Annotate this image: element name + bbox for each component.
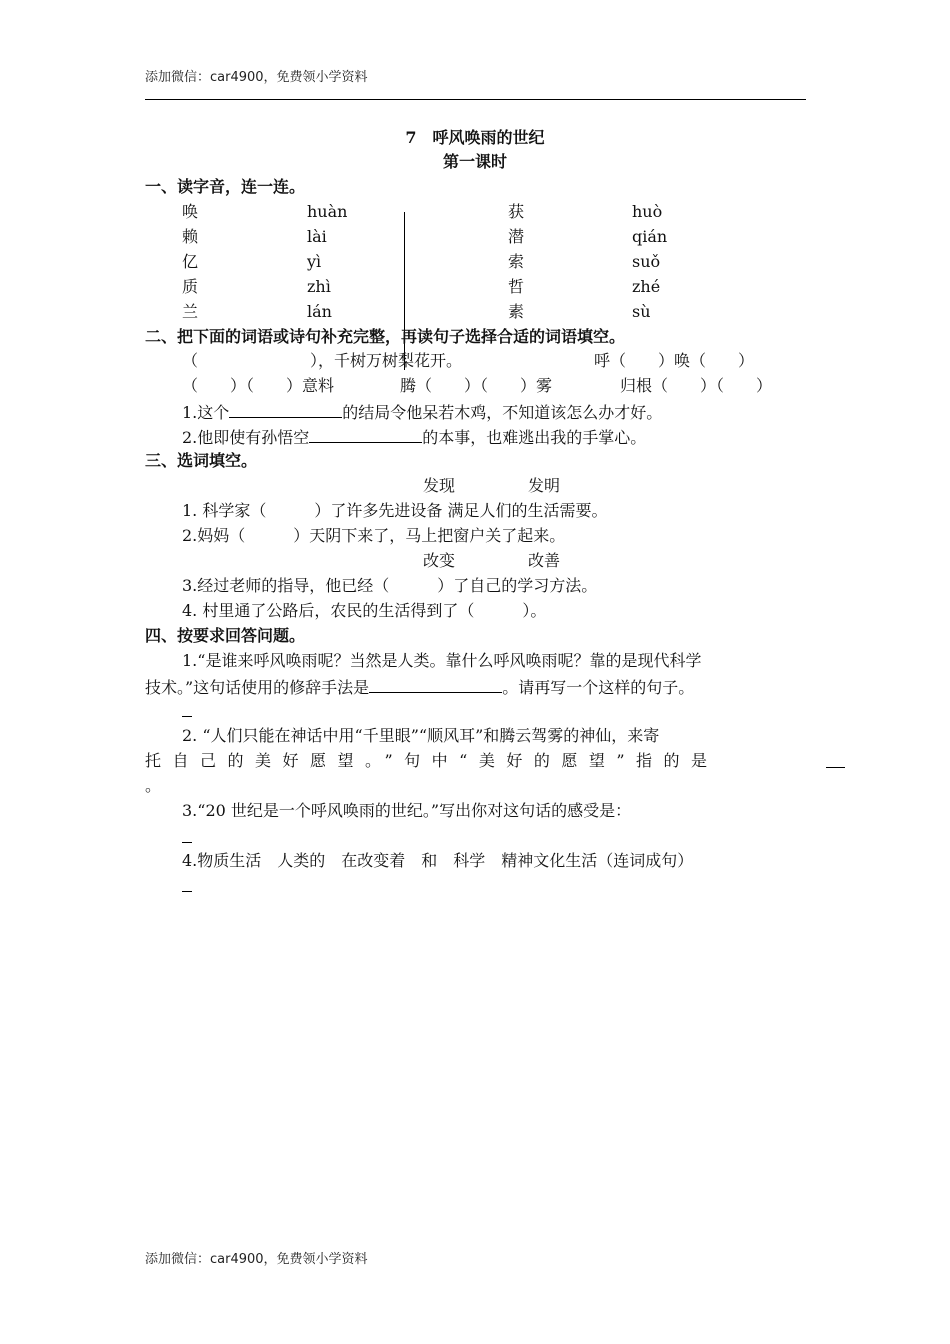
char-item: 唤 [182, 202, 199, 221]
char-item: 兰 [182, 302, 199, 321]
section3-question-1: 1. 科学家（ ）了许多先进设备 满足人们的生活需要。 [182, 501, 608, 520]
pinyin-item: lán [307, 302, 332, 321]
answer-blank[interactable] [182, 842, 192, 843]
section4-question-2-line2: 托自己的美好愿望。”句中“美好的愿望”指的是 [145, 751, 719, 770]
word-choice: 改善 [528, 551, 561, 570]
idiom-fill-yiliao: （ ）（ ）意料 [182, 376, 335, 395]
word-choice: 发现 [423, 476, 456, 495]
word-choice: 改变 [423, 551, 456, 570]
q-text: 。请再写一个这样的句子。 [502, 678, 695, 697]
q-text: 的结局令他呆若木鸡，不知道该怎么办才好。 [342, 403, 663, 422]
header-divider [145, 99, 806, 100]
char-item: 索 [508, 252, 525, 271]
section3-question-4: 4. 村里通了公路后，农民的生活得到了（ ）。 [182, 601, 547, 620]
page-title: 7 呼风唤雨的世纪 [405, 128, 545, 147]
pinyin-item: suǒ [632, 252, 661, 271]
char-item: 质 [182, 277, 199, 296]
section3-question-2: 2.妈妈（ ）天阴下来了，马上把窗户关了起来。 [182, 526, 566, 545]
section2-heading: 二、把下面的词语或诗句补充完整，再读句子选择合适的词语填空。 [145, 327, 626, 346]
section4-question-2-line3: 。 [145, 776, 162, 795]
answer-blank[interactable] [182, 716, 192, 717]
pinyin-item: yì [307, 252, 322, 271]
section4-question-2-line1: 2. “人们只能在神话中用“千里眼”“顺风耳”和腾云驾雾的神仙，来寄 [182, 726, 660, 745]
pinyin-item: zhé [632, 277, 661, 296]
q-text: 2.他即使有孙悟空 [182, 428, 310, 447]
char-item: 获 [508, 202, 525, 221]
section4-question-3: 3.“20 世纪是一个呼风唤雨的世纪。”写出你对这句话的感受是： [182, 801, 632, 820]
pinyin-item: huò [632, 202, 663, 221]
char-item: 哲 [508, 277, 525, 296]
answer-blank[interactable] [826, 767, 845, 768]
pinyin-item: huàn [307, 202, 348, 221]
char-item: 潜 [508, 227, 525, 246]
section2-question-1 [182, 401, 662, 423]
section3-heading: 三、选词填空。 [145, 451, 258, 470]
section4-question-4: 4.物质生活 人类的 在改变着 和 科学 精神文化生活（连词成句） [182, 851, 694, 870]
char-item: 赖 [182, 227, 199, 246]
word-choice: 发明 [528, 476, 561, 495]
section4-question-1-line2 [145, 676, 694, 698]
page-subtitle: 第一课时 [442, 152, 507, 171]
q-text: 1.这个 [182, 403, 230, 422]
footer-wechat-text: 添加微信：car4900，免费领小学资料 [145, 1252, 368, 1267]
section3-question-3: 3.经过老师的指导，他已经（ ）了自己的学习方法。 [182, 576, 598, 595]
answer-blank[interactable] [369, 676, 502, 693]
answer-blank[interactable] [182, 891, 192, 892]
section4-heading: 四、按要求回答问题。 [145, 626, 306, 645]
pinyin-item: zhì [307, 277, 331, 296]
header-wechat-text: 添加微信：car4900，免费领小学资料 [145, 70, 368, 85]
char-item: 亿 [182, 252, 199, 271]
idiom-fill-hufeng: 呼（ ）唤（ ） [594, 351, 755, 370]
section4-question-1-line1: 1.“是谁来呼风唤雨呢？当然是人类。靠什么呼风唤雨呢？靠的是现代科学 [182, 651, 702, 670]
pinyin-item: sù [632, 302, 651, 321]
pinyin-item: lài [307, 227, 327, 246]
pinyin-item: qián [632, 227, 668, 246]
q-text: 技术。”这句话使用的修辞手法是 [145, 678, 370, 697]
idiom-fill-guigen: 归根（ ）（ ） [620, 376, 773, 395]
q-text: 的本事，也难逃出我的手掌心。 [422, 428, 647, 447]
section2-question-2 [182, 426, 646, 448]
section1-heading: 一、读字音，连一连。 [145, 177, 306, 196]
idiom-fill-tengyun: 腾（ ）（ ）雾 [400, 376, 553, 395]
answer-blank[interactable] [229, 401, 342, 418]
char-item: 素 [508, 302, 525, 321]
poem-fill-line: （ ），千树万树梨花开。 [182, 351, 463, 370]
answer-blank[interactable] [309, 426, 422, 443]
